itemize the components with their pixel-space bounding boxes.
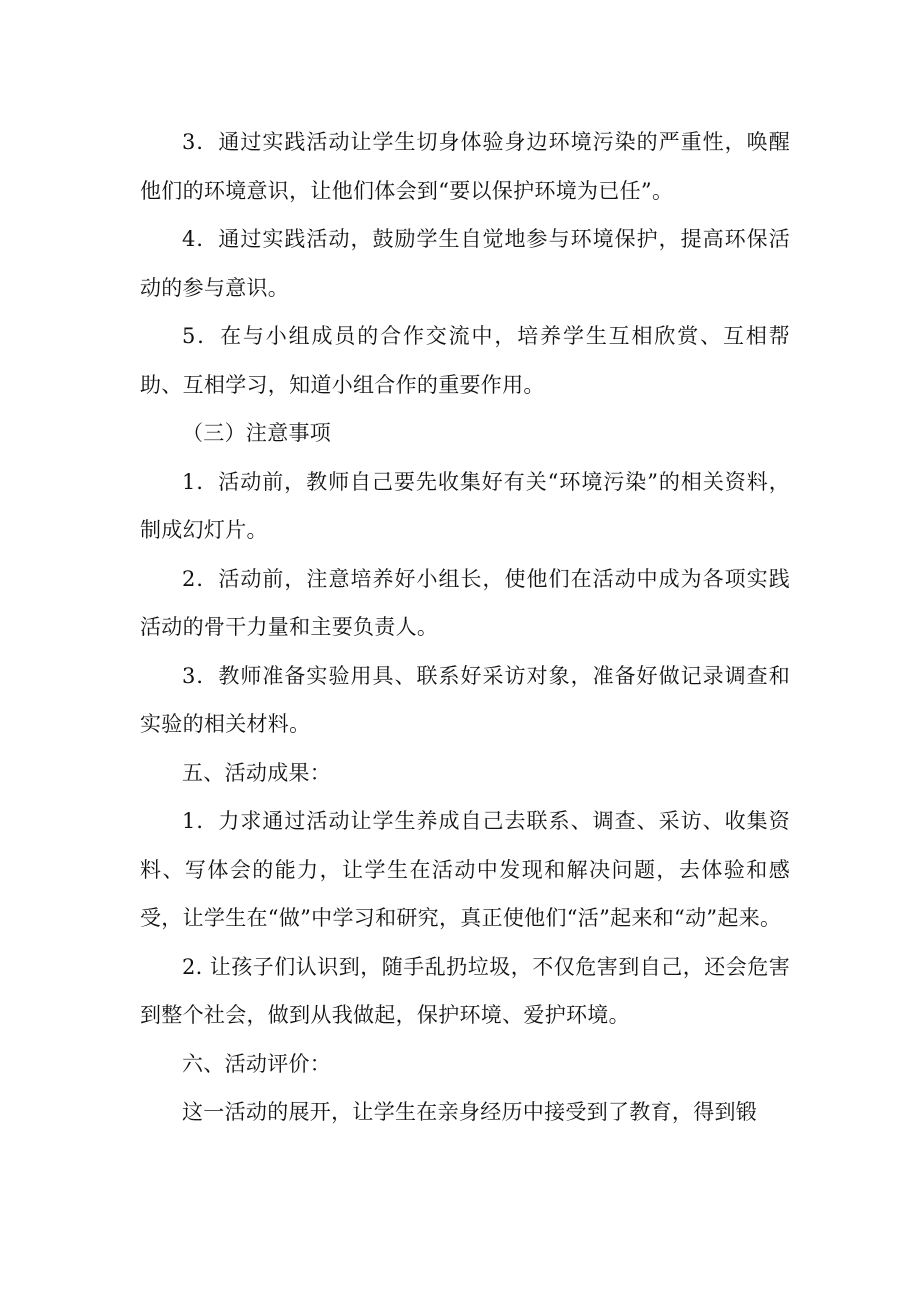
- paragraph-result-1: 1．力求通过活动让学生养成自己去联系、调查、采访、收集资料、写体会的能力，让学生在活动中发现和解决问题，去体验和感受，让学生在“做”中学习和研究，真正使他们“活”起来和“动”起来。: [140, 809, 790, 930]
- section-heading-notes: （三）注意事项: [182, 421, 332, 445]
- paragraph-note-1: 1．活动前，教师自己要先收集好有关“环境污染”的相关资料，制成幻灯片。: [140, 469, 790, 542]
- paragraph-note-2: 2．活动前，注意培养好小组长，使他们在活动中成为各项实践活动的骨干力量和主要负责人。: [140, 566, 790, 639]
- paragraph-evaluation: 这一活动的展开，让学生在亲身经历中接受到了教育，得到锻: [182, 1100, 758, 1124]
- paragraph-result-2: 2. 让孩子们认识到，随手乱扔垃圾，不仅危害到自己，还会危害到整个社会，做到从我做起，保护环境、爱护环境。: [140, 954, 790, 1027]
- paragraph-goal-4: 4．通过实践活动，鼓励学生自觉地参与环境保护，提高环保活动的参与意识。: [140, 227, 790, 300]
- paragraph-note-3: 3．教师准备实验用具、联系好采访对象，准备好做记录调查和实验的相关材料。: [140, 663, 790, 736]
- paragraph-goal-3: 3．通过实践活动让学生切身体验身边环境污染的严重性，唤醒他们的环境意识，让他们体会到“要以保护环境为已任”。: [140, 130, 790, 203]
- section-heading-evaluation: 六、活动评价：: [182, 1051, 332, 1076]
- document-body: [140, 118, 790, 1137]
- paragraph-goal-5: 5．在与小组成员的合作交流中，培养学生互相欣赏、互相帮助、互相学习，知道小组合作的重要作用。: [140, 324, 790, 397]
- section-heading-results: 五、活动成果：: [182, 760, 332, 785]
